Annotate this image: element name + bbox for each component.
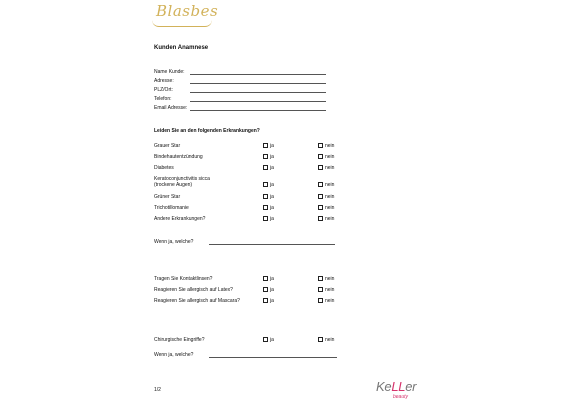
yes-option[interactable] — [263, 154, 274, 160]
no-option[interactable] — [318, 276, 334, 282]
followup-label: Wenn ja, welche? — [154, 239, 194, 245]
yes-label: ja — [270, 194, 274, 200]
yes-label: ja — [270, 154, 274, 160]
section-title: Leiden Sie an den folgenden Erkrankungen? — [154, 128, 260, 134]
brand-part: er — [405, 379, 417, 394]
no-option[interactable] — [318, 287, 334, 293]
no-label: nein — [325, 154, 335, 160]
no-option[interactable] — [318, 205, 334, 211]
allergy-label: Tragen Sie Kontaktlinsen? — [154, 276, 213, 282]
no-option[interactable] — [318, 182, 334, 188]
yes-option[interactable] — [263, 298, 274, 304]
brand-subtitle: beauty — [393, 394, 409, 400]
field-line-phone[interactable] — [190, 101, 326, 102]
checkbox-icon[interactable] — [263, 182, 268, 187]
checkbox-icon[interactable] — [318, 205, 323, 210]
checkbox-icon[interactable] — [263, 298, 268, 303]
yes-option[interactable] — [263, 276, 274, 282]
no-option[interactable] — [318, 154, 334, 160]
field-label-name: Name Kunde: — [154, 69, 185, 75]
yes-label: ja — [270, 276, 274, 282]
disease-label: Keratoconjunctivitis sicca — [154, 176, 210, 182]
checkbox-icon[interactable] — [263, 143, 268, 148]
disease-label: Grüner Star — [154, 194, 181, 200]
checkbox-icon[interactable] — [263, 165, 268, 170]
brand-wordmark — [376, 379, 416, 394]
checkbox-icon[interactable] — [318, 165, 323, 170]
field-label-email: Email Adresse: — [154, 105, 188, 111]
disease-label: Diabetes — [154, 165, 174, 171]
yes-label: ja — [270, 216, 274, 222]
field-label-address: Adresse: — [154, 78, 174, 84]
no-label: nein — [325, 194, 335, 200]
allergy-label: Reagieren Sie allergisch auf Mascara? — [154, 298, 240, 304]
disease-label: Trichotillomanie — [154, 205, 189, 211]
yes-label: ja — [270, 165, 274, 171]
field-label-zip-city: PLZ/Ort: — [154, 87, 173, 93]
surgery-label: Chirurgische Eingriffe? — [154, 337, 205, 343]
checkbox-icon[interactable] — [263, 276, 268, 281]
followup-line[interactable] — [209, 244, 335, 245]
yes-label: ja — [270, 337, 274, 343]
checkbox-icon[interactable] — [318, 194, 323, 199]
checkbox-icon[interactable] — [318, 337, 323, 342]
checkbox-icon[interactable] — [263, 216, 268, 221]
yes-label: ja — [270, 287, 274, 293]
disease-label: Grauer Star — [154, 143, 181, 149]
checkbox-icon[interactable] — [263, 337, 268, 342]
yes-option[interactable] — [263, 287, 274, 293]
no-option[interactable] — [318, 165, 334, 171]
field-line-address[interactable] — [190, 83, 326, 84]
no-label: nein — [325, 143, 335, 149]
checkbox-icon[interactable] — [318, 182, 323, 187]
no-label: nein — [325, 276, 335, 282]
disease-label-sub: (trockene Augen) — [154, 182, 193, 188]
checkbox-icon[interactable] — [318, 276, 323, 281]
yes-option[interactable] — [263, 182, 274, 188]
logo-swash — [152, 20, 212, 27]
yes-option[interactable] — [263, 205, 274, 211]
disease-label: Andere Erkrankungen? — [154, 216, 206, 222]
brand-part: Ke — [376, 379, 392, 394]
checkbox-icon[interactable] — [318, 154, 323, 159]
yes-label: ja — [270, 205, 274, 211]
no-label: nein — [325, 182, 335, 188]
blasbes-logo — [152, 0, 219, 28]
allergy-label: Reagieren Sie allergisch auf Latex? — [154, 287, 233, 293]
checkbox-icon[interactable] — [318, 287, 323, 292]
brand-part-accent: LL — [391, 379, 406, 394]
no-label: nein — [325, 337, 335, 343]
no-label: nein — [325, 298, 335, 304]
checkbox-icon[interactable] — [263, 154, 268, 159]
no-label: nein — [325, 287, 335, 293]
no-option[interactable] — [318, 337, 334, 343]
field-label-phone: Telefon: — [154, 96, 172, 102]
yes-option[interactable] — [263, 216, 274, 222]
field-line-name[interactable] — [190, 74, 326, 75]
keller-beauty-logo — [376, 378, 417, 400]
field-line-zip-city[interactable] — [190, 92, 326, 93]
yes-label: ja — [270, 298, 274, 304]
form-title: Kunden Anamnese — [154, 45, 209, 51]
checkbox-icon[interactable] — [318, 216, 323, 221]
field-line-email[interactable] — [190, 110, 326, 111]
followup-line[interactable] — [209, 357, 337, 358]
no-option[interactable] — [318, 216, 334, 222]
checkbox-icon[interactable] — [318, 143, 323, 148]
checkbox-icon[interactable] — [263, 205, 268, 210]
yes-label: ja — [270, 143, 274, 149]
no-label: nein — [325, 216, 335, 222]
no-option[interactable] — [318, 143, 334, 149]
checkbox-icon[interactable] — [263, 194, 268, 199]
yes-label: ja — [270, 182, 274, 188]
followup-label: Wenn ja, welche? — [154, 352, 194, 358]
checkbox-icon[interactable] — [318, 298, 323, 303]
yes-option[interactable] — [263, 337, 274, 343]
no-label: nein — [325, 205, 335, 211]
disease-label: Bindehautentzündung — [154, 154, 203, 160]
checkbox-icon[interactable] — [263, 287, 268, 292]
no-label: nein — [325, 165, 335, 171]
no-option[interactable] — [318, 298, 334, 304]
yes-option[interactable] — [263, 165, 274, 171]
page-number: 1/2 — [154, 387, 161, 393]
yes-option[interactable] — [263, 194, 274, 200]
yes-option[interactable] — [263, 143, 274, 149]
no-option[interactable] — [318, 194, 334, 200]
logo-text: Blasbes — [156, 2, 219, 20]
